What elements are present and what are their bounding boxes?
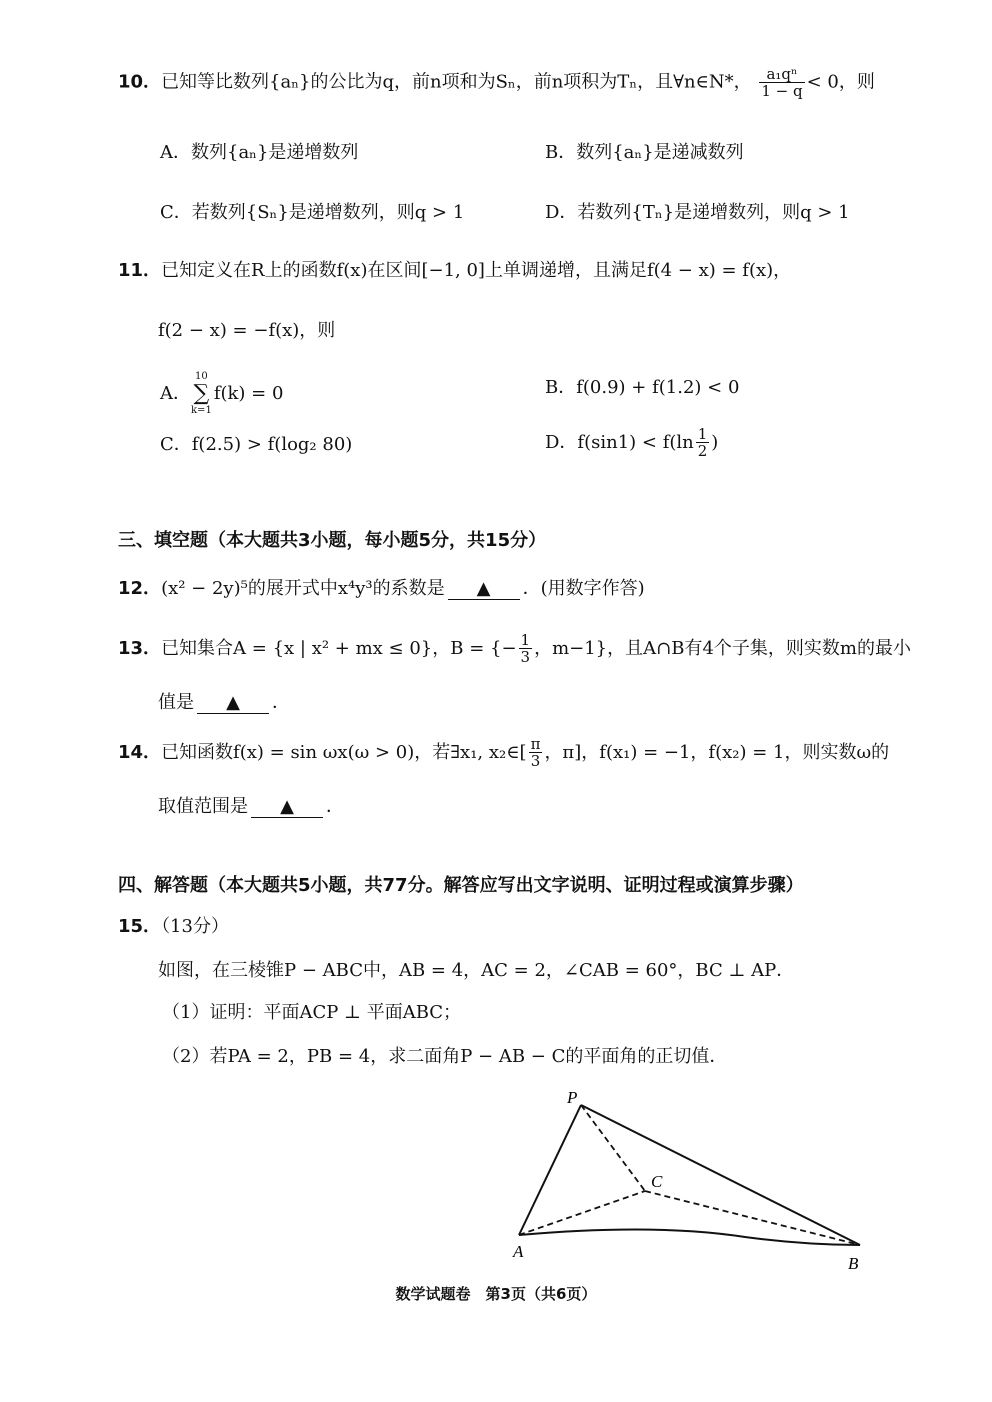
q10-stem bbox=[118, 66, 875, 99]
q11-d-fraction bbox=[696, 426, 710, 459]
section-3-heading: 三、填空题（本大题共3小题，每小题5分，共15分） bbox=[118, 530, 547, 551]
q11-option-d bbox=[545, 426, 718, 459]
q14-frac-den: 3 bbox=[530, 752, 541, 770]
q11-option-c: C．f(2.5) > f(log₂ 80) bbox=[160, 434, 353, 455]
q13-fraction bbox=[519, 632, 533, 665]
q14-fraction bbox=[529, 736, 543, 769]
q12-number: 12． bbox=[118, 578, 162, 599]
q14-frac-num: π bbox=[530, 735, 541, 753]
label-p: P bbox=[567, 1088, 578, 1107]
q11-option-a bbox=[160, 372, 283, 416]
pyramid-figure bbox=[505, 1085, 875, 1275]
q11-text: 已知定义在R上的函数f(x)在区间[−1, 0]上单调递增，且满足f(4 − x) = f(x)， bbox=[161, 260, 792, 281]
q14-number: 14． bbox=[118, 741, 162, 763]
q13-text-a: 已知集合A = {x | x² + mx ≤ 0}，B = {− bbox=[161, 637, 517, 659]
edge-ab bbox=[519, 1229, 860, 1245]
q14-line-2 bbox=[158, 794, 344, 820]
q10-frac-den: 1 − q bbox=[761, 82, 803, 100]
q13-line-2 bbox=[158, 690, 290, 716]
q10-fraction bbox=[759, 66, 804, 99]
q10-text: 已知等比数列{aₙ}的公比为q，前n项和为Sₙ，前n项积为Tₙ，且∀n∈N*， bbox=[161, 71, 752, 93]
q15-part-1: （1）证明：平面ACP ⊥ 平面ABC； bbox=[162, 1002, 462, 1023]
q10-option-b: B．数列{aₙ}是递减数列 bbox=[545, 142, 744, 163]
q11-d-frac-num: 1 bbox=[697, 425, 708, 443]
q11-option-a-label: A． bbox=[160, 383, 191, 404]
q13-line2-text: 值是 bbox=[158, 692, 194, 713]
q10-option-d: D．若数列{Tₙ}是递增数列，则q > 1 bbox=[545, 202, 850, 223]
q11-option-d-post: ) bbox=[711, 431, 719, 453]
q10-text-end: < 0，则 bbox=[806, 71, 875, 93]
q10-number: 10． bbox=[118, 71, 162, 93]
sum-upper: 10 bbox=[195, 371, 208, 382]
q11-option-b: B．f(0.9) + f(1.2) < 0 bbox=[545, 377, 740, 398]
q13-tail: ． bbox=[272, 692, 290, 713]
page-footer: 数学试题卷 第3页（共6页） bbox=[395, 1285, 597, 1303]
label-a: A bbox=[513, 1242, 524, 1261]
sum-lower: k=1 bbox=[191, 405, 212, 416]
sigma-symbol: ∑ bbox=[193, 381, 210, 406]
label-b: B bbox=[848, 1254, 859, 1273]
q15-intro: 如图，在三棱锥P − ABC中，AB = 4，AC = 2，∠CAB = 60°，BC ⊥ AP． bbox=[158, 960, 795, 981]
q13-frac-den: 3 bbox=[520, 648, 531, 666]
q11-number: 11． bbox=[118, 260, 162, 281]
answer-blank: ▲ bbox=[448, 579, 520, 600]
edge-pb bbox=[581, 1105, 860, 1245]
answer-blank: ▲ bbox=[251, 797, 323, 818]
q12-text: (x² − 2y)⁵的展开式中x⁴y³的系数是 bbox=[161, 578, 445, 599]
q14-tail: ． bbox=[326, 796, 344, 817]
q11-option-a-expr: f(k) = 0 bbox=[213, 383, 284, 404]
q13-stem bbox=[118, 632, 911, 665]
q13-number: 13． bbox=[118, 637, 162, 659]
q15-points: （13分） bbox=[161, 916, 229, 937]
q11-d-frac-den: 2 bbox=[697, 442, 708, 460]
q15-part-2: （2）若PA = 2，PB = 4，求二面角P − AB − C的平面角的正切值． bbox=[162, 1046, 728, 1067]
label-c: C bbox=[651, 1172, 663, 1191]
q14-text-b: ，π]，f(x₁) = −1，f(x₂) = 1，则实数ω的 bbox=[544, 741, 890, 763]
q13-frac-num: 1 bbox=[520, 631, 531, 649]
q12-stem bbox=[118, 576, 645, 602]
q10-option-a: A．数列{aₙ}是递增数列 bbox=[160, 142, 359, 163]
q12-tail: ．(用数字作答) bbox=[522, 578, 645, 599]
q13-text-b: ，m−1}，且A∩B有4个子集，则实数m的最小 bbox=[534, 637, 911, 659]
q10-option-c: C．若数列{Sₙ}是递增数列，则q > 1 bbox=[160, 202, 465, 223]
q15-number: 15． bbox=[118, 916, 162, 937]
summation bbox=[191, 371, 212, 417]
edge-pc bbox=[581, 1105, 645, 1191]
q10-frac-num: a₁qⁿ bbox=[759, 66, 804, 83]
edge-pa bbox=[519, 1105, 581, 1235]
q11-stem-2: f(2 − x) = −f(x)，则 bbox=[158, 320, 336, 341]
edge-bc bbox=[645, 1191, 860, 1245]
section-4-heading: 四、解答题（本大题共5小题，共77分。解答应写出文字说明、证明过程或演算步骤） bbox=[118, 875, 804, 896]
answer-blank: ▲ bbox=[197, 693, 269, 714]
q11-option-d-pre: D．f(sin1) < f(ln bbox=[545, 431, 694, 453]
q14-stem bbox=[118, 736, 889, 769]
q14-text-a: 已知函数f(x) = sin ωx(ω > 0)，若∃x₁, x₂∈[ bbox=[161, 741, 527, 763]
q14-line2-text: 取值范围是 bbox=[158, 796, 248, 817]
q15-header bbox=[118, 914, 229, 940]
q11-stem bbox=[118, 258, 791, 284]
